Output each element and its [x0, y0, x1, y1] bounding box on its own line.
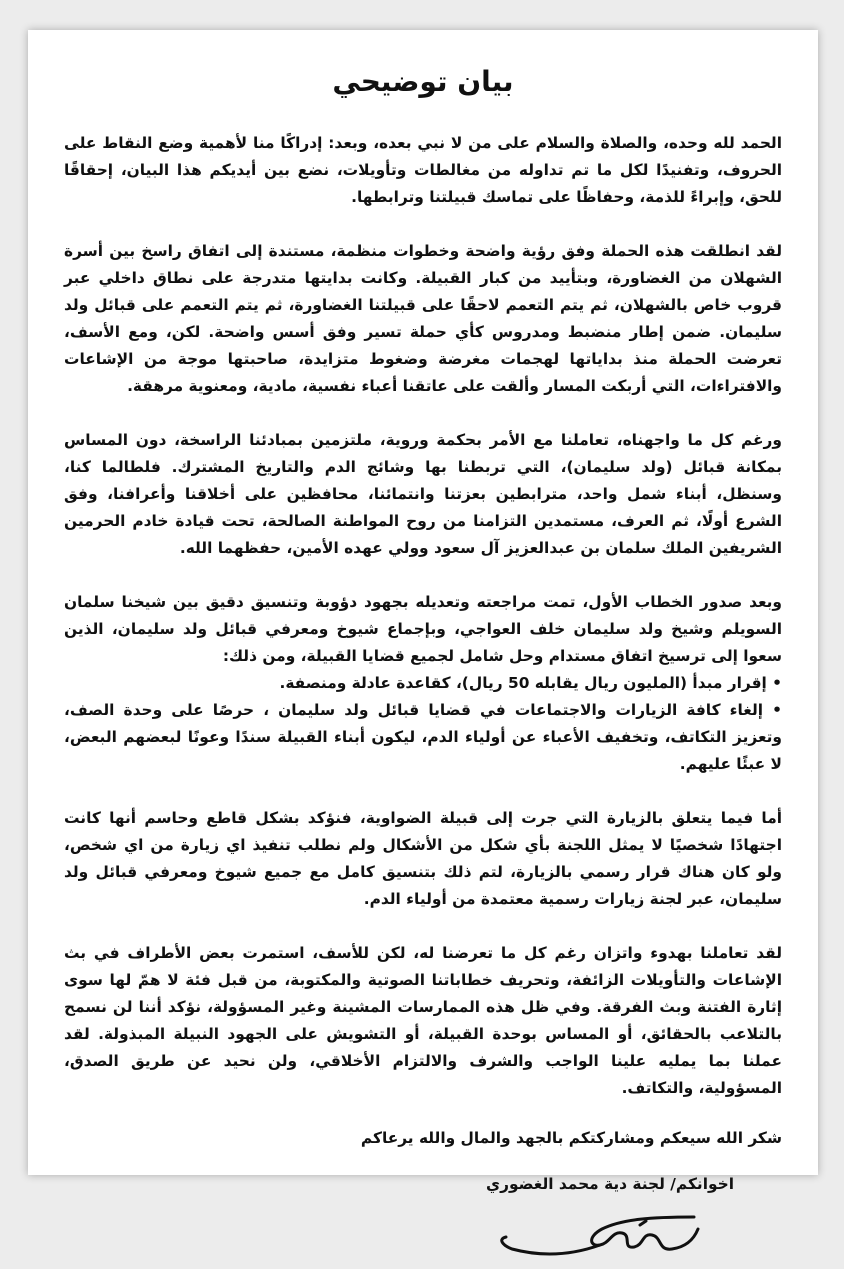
- page-title: بيان توضيحي: [332, 65, 514, 98]
- statement-page: [28, 30, 818, 1194]
- calm-paragraph: لقد تعاملنا بهدوء واتزان رغم كل ما تعرضنا له، لكن للأسف، استمرت بعض الأطراف في بث الإشاعات والتأويلات الزائفة، وتحريف خطاباتنا الصوتية والمكتوبة، من قبل فئة لا همّ لها سوى إثارة الفتنة وبث الفرقة. وفي ظل هذه الممارسات المشينة وغير المسؤولة، نؤكد أننا لن نسمح بالتلاعب بالحقائق، أو المساس بوحدة القبيلة، أو التشويش على الجهود النبيلة المبذولة. لقد عملنا بما يمليه علينا الواجب والشرف والالتزام الأخلاقي، ولن نحيد عن طريق الصدق، المسؤولية، والتكاتف.: [64, 944, 782, 1098]
- decisions-list: [64, 670, 782, 778]
- speech-section: [64, 589, 782, 778]
- signature-icon: [472, 1199, 712, 1269]
- campaign-paragraph: لقد انطلقت هذه الحملة وفق رؤية واضحة وخطوات منظمة، مستندة إلى اتفاق راسخ بين أسرة الشهلان من الغضاورة، وبتأييد من كبار القبيلة. وكانت بدايتها متدرجة على نطاق داخلي عبر قروب خاص بالشهلان، ثم يتم التعمم لاحقًا على قبيلتنا الغضاورة، ثم يتم التعمم على قبائل ولد سليمان. ضمن إطار منضبط ومدروس كأي حملة تسير وفق أسس واضحة. لكن، ومع الأسف، تعرضت الحملة منذ بداياتها لهجمات مغرضة وضغوط متزايدة، صاحبتها موجة من الإشاعات والافتراءات، التي أربكت المسار وألقت على عاتقنا أعباء نفسية، مادية، ومعنوية مرهقة.: [64, 242, 782, 396]
- signoff-line: اخوانكم/ لجنة دية محمد الغضوري: [486, 1175, 734, 1194]
- wisdom-paragraph: ورغم كل ما واجهناه، تعاملنا مع الأمر بحكمة وروية، ملتزمين بمبادئنا الراسخة، دون المساس بمكانة قبائل (ولد سليمان)، التي تربطنا بها وشائج الدم والتاريخ المشترك. فلطالما كنا، وسنظل، أبناء شمل واحد، مترابطين بعزتنا وانتمائنا، محافظين على أخلاقنا وأعرافنا، وفق الشرع أولًا، ثم العرف، مستمدين التزامنا من روح المواطنة الصالحة، تحت قيادة خادم الحرمين الشريفين الملك سلمان بن عبدالعزيز آل سعود وولي عهده الأمين، حفظهما الله.: [64, 431, 782, 558]
- list-item: • إلغاء كافة الزيارات والاجتماعات في قضايا قبائل ولد سليمان ، حرصًا على وحدة الصف، وتعزيز التكاتف، وتخفيف الأعباء عن أولياء الدم، ليكون أبناء القبيلة سندًا وعونًا لبعضهم البعض، لا عبئًا عليهم.: [64, 697, 782, 778]
- speech-paragraph: وبعد صدور الخطاب الأول، تمت مراجعته وتعديله بجهود دؤوبة وتنسيق دقيق بين شيخنا سلمان السويلم وشيخ ولد سليمان خلف العواجي، وبإجماع شيوخ ومعرفي قبائل ولد سليمان، الذين سعوا إلى ترسيخ اتفاق مستدام وحل شامل لجميع قضايا القبيلة، ومن ذلك:: [64, 593, 782, 666]
- visit-paragraph: أما فيما يتعلق بالزيارة التي جرت إلى قبيلة الضواوية، فنؤكد بشكل قاطع وحاسم أنها كانت اجتهادًا شخصيًا لا يمثل اللجنة بأي شكل من الأشكال ولم نطلب تنفيذ اي زيارة من اي شخص، ولو كان هناك قرار رسمي بالزيارة، لتم ذلك بتنسيق كامل مع جميع شيوخ ومعرفي قبائل ولد سليمان، عبر لجنة زيارات رسمية معتمدة من أولياء الدم.: [64, 809, 782, 909]
- list-item: • إقرار مبدأ (المليون ريال يقابله 50 ريال)، كقاعدة عادلة ومنصفة.: [64, 670, 782, 697]
- thanks-line: شكر الله سيعكم ومشاركتكم بالجهد والمال والله يرعاكم: [360, 1129, 782, 1148]
- intro-paragraph: الحمد لله وحده، والصلاة والسلام على من لا نبي بعده، وبعد: إدراكًا منا لأهمية وضع النقاط على الحروف، وتفنيدًا لكل ما تم تداوله من مغالطات وتأويلات، نضع بين أيديكم هذا البيان، إحقاقًا للحق، وإبراءً للذمة، وحفاظًا على تماسك قبيلتنا وترابطها.: [64, 134, 782, 207]
